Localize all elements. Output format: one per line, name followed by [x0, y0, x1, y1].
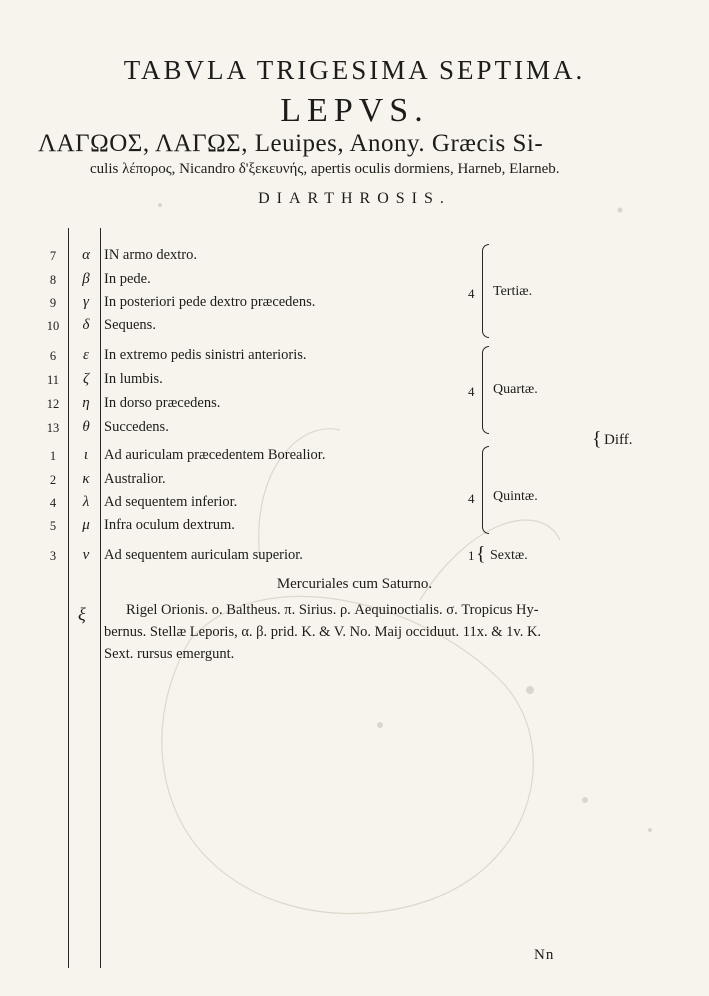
star-description: Ad sequentem auriculam superior. [104, 547, 303, 563]
star-row [0, 347, 709, 371]
page-signature: Nn [534, 947, 555, 963]
brace-glyph: { [476, 543, 486, 565]
table-title: TABVLA TRIGESIMA SEPTIMA. [123, 55, 586, 85]
star-number: 8 [49, 273, 57, 287]
star-description: In lumbis. [104, 371, 163, 387]
star-letter: ι [83, 447, 89, 463]
star-row [0, 247, 709, 271]
faint-star-icon [582, 797, 588, 803]
star-row [0, 471, 709, 495]
star-letter: θ [82, 419, 90, 435]
star-number: 13 [46, 421, 60, 435]
star-description: IN armo dextro. [104, 247, 198, 263]
star-row [0, 494, 709, 518]
magnitude-brace [482, 346, 489, 434]
faint-star-icon [618, 208, 623, 213]
star-letter: δ [82, 317, 90, 333]
star-number: 2 [49, 473, 57, 487]
star-number: 12 [46, 397, 60, 411]
mercuriales-symbol: ξ [78, 604, 86, 624]
star-row [0, 371, 709, 395]
diff-label: Diff. [604, 432, 633, 448]
star-letter: γ [83, 294, 89, 310]
magnitude-label: Quintæ. [493, 489, 538, 504]
star-description: Succedens. [104, 419, 169, 435]
faint-star-icon [377, 722, 383, 728]
star-number: 5 [49, 519, 57, 533]
names-line-2: culis λέπορος, Nicandro δ'ξεκευνής, apertis oculis dormiens, Harneb, Elarneb. [90, 161, 560, 177]
star-row [0, 447, 709, 471]
magnitude-label: Quartæ. [493, 382, 538, 397]
faint-star-icon [648, 828, 652, 832]
star-description: Australior. [104, 471, 166, 487]
star-letter: ζ [82, 371, 90, 387]
star-row [0, 317, 709, 341]
star-description: Ad sequentem inferior. [104, 494, 238, 510]
constellation-name: LEPVS. [280, 92, 429, 129]
star-row [0, 395, 709, 419]
magnitude-number: 4 [468, 491, 475, 506]
star-number: 11 [46, 373, 60, 387]
star-letter: κ [82, 471, 90, 487]
star-description: Ad auriculam præcedentem Borealior. [104, 447, 326, 463]
faint-star-icon [526, 686, 534, 694]
magnitude-number: 4 [468, 384, 475, 399]
star-description: Infra oculum dextrum. [104, 517, 235, 533]
section-heading: DIARTHROSIS. [258, 190, 451, 207]
star-description: In dorso præcedens. [104, 395, 221, 411]
brace-glyph: { [592, 428, 602, 450]
star-description: In posteriori pede dextro præcedens. [104, 294, 316, 310]
star-row [0, 547, 709, 571]
star-row [0, 294, 709, 318]
star-number: 4 [49, 496, 57, 510]
magnitude-brace [482, 244, 489, 338]
star-letter: β [82, 271, 90, 287]
magnitude-number: 4 [468, 286, 475, 301]
star-number: 6 [49, 349, 57, 363]
mercuriales-heading: Mercuriales cum Saturno. [276, 576, 433, 592]
star-letter: η [82, 395, 90, 411]
mercuriales-line: Sext. rursus emergunt. [104, 646, 235, 662]
star-number: 7 [49, 249, 57, 263]
star-description: Sequens. [104, 317, 156, 333]
mercuriales-line: bernus. Stellæ Leporis, α. β. prid. K. & V. No. Maij occiduut. 11x. & 1v. K. [104, 624, 542, 640]
mercuriales-line: Rigel Orionis. ο. Baltheus. π. Sirius. ρ. Aequinoctialis. σ. Tropicus Hy- [126, 602, 539, 618]
magnitude-label: Sextæ. [490, 548, 528, 563]
star-row [0, 419, 709, 443]
star-letter: ν [82, 547, 90, 563]
magnitude-label: Tertiæ. [493, 284, 533, 299]
star-number: 3 [49, 549, 57, 563]
names-line-1: ΛΑΓΩΟΣ, ΛΑΓΩΣ, Leuipes, Anony. Græcis Si- [38, 130, 544, 157]
star-letter: λ [82, 494, 90, 510]
star-description: In pede. [104, 271, 151, 287]
star-row [0, 517, 709, 541]
star-letter: ε [83, 347, 89, 363]
star-number: 1 [49, 449, 57, 463]
star-letter: α [82, 247, 90, 263]
magnitude-brace [482, 446, 489, 534]
magnitude-number: 1 [468, 548, 475, 563]
star-number: 9 [49, 296, 57, 310]
star-letter: μ [82, 517, 90, 533]
star-row [0, 271, 709, 295]
star-description: In extremo pedis sinistri anterioris. [104, 347, 307, 363]
star-number: 10 [46, 319, 60, 333]
